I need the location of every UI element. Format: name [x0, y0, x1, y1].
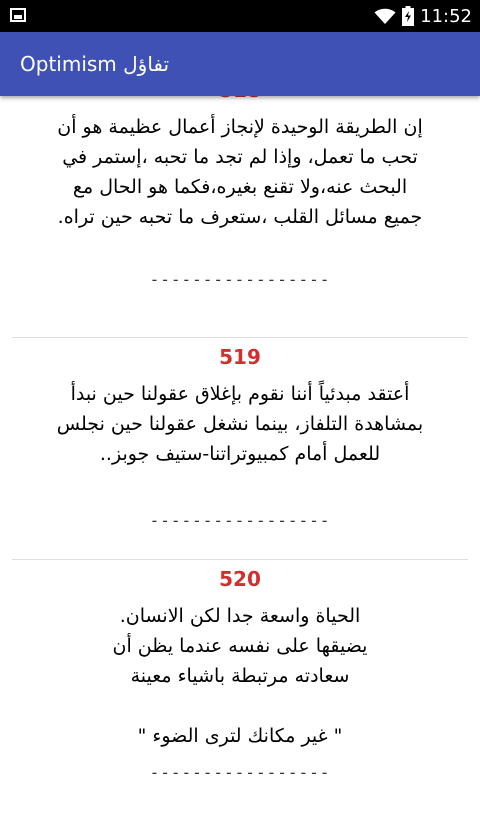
image-icon: [10, 8, 26, 22]
battery-icon: [402, 6, 414, 26]
divider: [12, 337, 468, 338]
quote-card: [12, 76, 468, 289]
quote-text[interactable]: أعتقد مبدئياً أننا نقوم بإغلاق عقولنا حين نبدأ بمشاهدة التلفاز، بينما نشغل عقولنا حين نجلس للعمل أمام كمبيوتراتنا-ستيف جوبز..: [56, 383, 424, 465]
app-bar: [0, 32, 480, 96]
status-right: [374, 0, 472, 32]
quote-list[interactable]: [0, 96, 480, 819]
quote-number: 520: [219, 567, 261, 591]
wifi-icon: [374, 7, 396, 25]
divider: [12, 559, 468, 560]
quote-text[interactable]: إن الطريقة الوحيدة لإنجاز أعمال عظيمة هو أن تحب ما تعمل، وإذا لم تجد ما تحبه ،إستمر في البحث عنه،ولا تقنع بغيره،فكما هو الحال مع جميع مسائل القلب ،ستعرف ما تحبه حين تراه.: [57, 116, 423, 228]
quote-separator: -----------------: [149, 270, 331, 289]
quote-card: [12, 565, 468, 782]
quote-separator: -----------------: [149, 763, 331, 782]
quote-text[interactable]: الحياة واسعة جدا لكن الانسان. يضيقها على نفسه عندما يظن أن سعادته مرتبطة باشياء معينة " غير مكانك لترى الضوء ": [112, 605, 368, 747]
quote-card: [12, 343, 468, 530]
status-bar: [0, 0, 480, 32]
quote-separator: -----------------: [149, 511, 331, 530]
status-time: 11:52: [420, 5, 472, 27]
app-title: Optimism تفاؤل: [20, 52, 170, 76]
quote-number: 519: [219, 345, 261, 369]
